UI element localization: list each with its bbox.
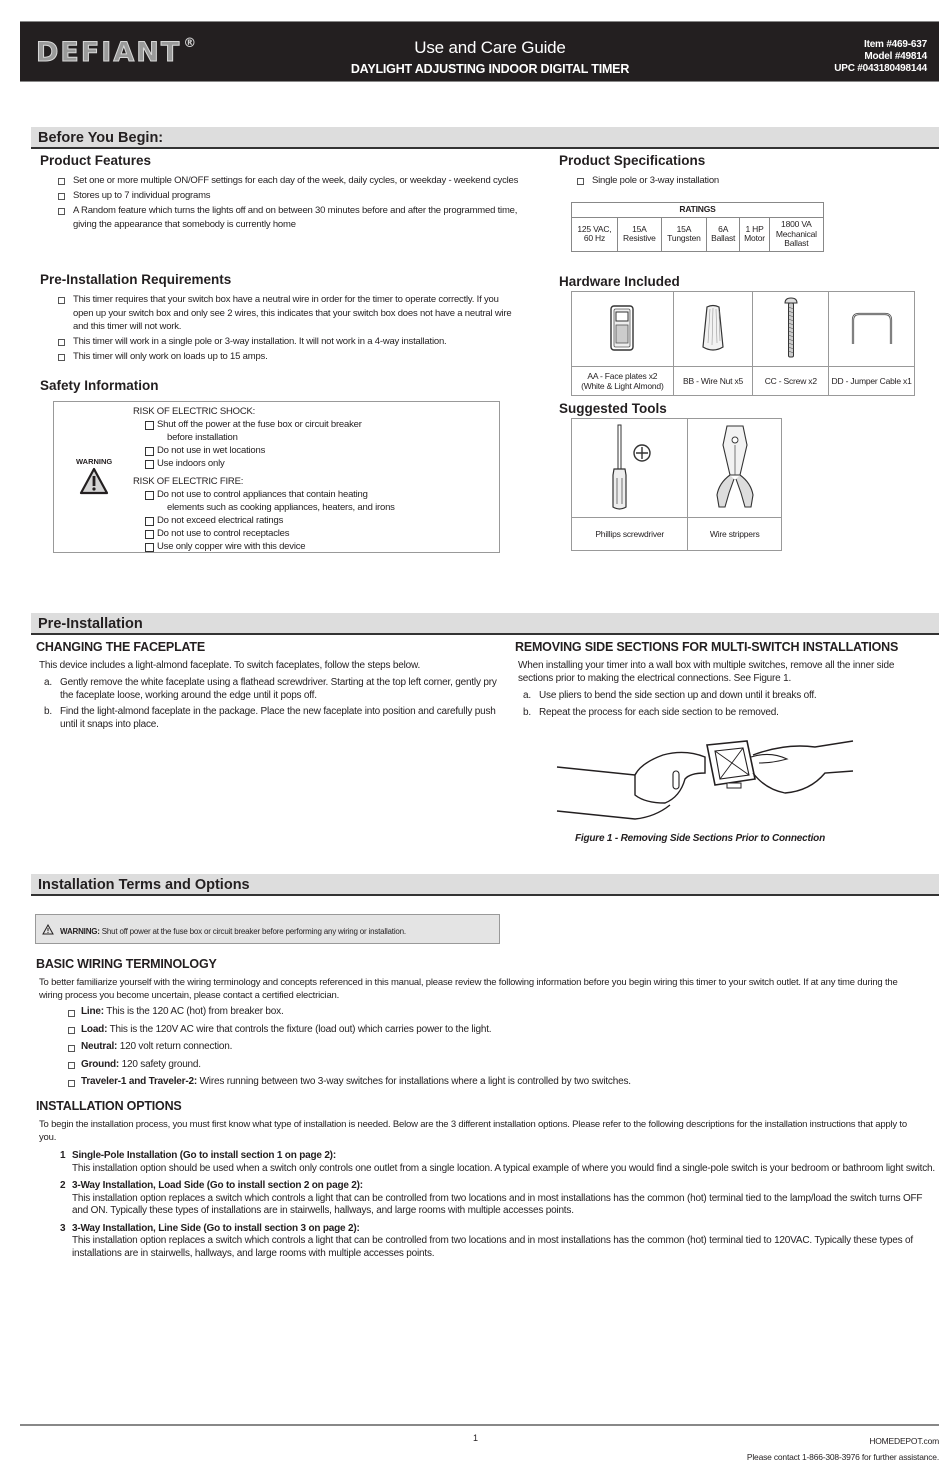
list-item: Single pole or 3-way installation — [574, 174, 874, 188]
installation-options-list — [58, 1150, 938, 1265]
tools-table — [571, 418, 782, 551]
hardware-image-cell — [753, 292, 829, 367]
option-item: 1 Single-Pole Installation (Go to install section 1 on page 2): This installation option should be used when a switch only controls one outlet from a single location. A typical example of where you would find a single-pole switch is your bedroom or bathroom light switch. — [60, 1150, 935, 1174]
suggested-tools-heading: Suggested Tools — [559, 401, 667, 416]
term-item: Line: This is the 120 AC (hot) from breaker box. — [67, 1006, 631, 1018]
figure-caption: Figure 1 - Removing Side Sections Prior to Connection — [575, 833, 825, 844]
rating-cell: 6A Ballast — [706, 218, 739, 252]
faceplate-icon — [609, 304, 635, 352]
hardware-included-heading: Hardware Included — [559, 274, 680, 289]
list-item: Set one or more multiple ON/OFF settings for each day of the week, daily cycles, or weekday - weekend cycles — [55, 174, 520, 188]
pre-install-requirements-heading: Pre-Installation Requirements — [40, 272, 232, 287]
terminology-intro: To better familiarize yourself with the wiring terminology and concepts referenced in this manual, please review the following information before you begin wiring this timer to your switch outlet. If at any time during the wiring process you become uncertain, please contact a certified electrician. — [39, 977, 898, 1001]
list-item: This timer will only work on loads up to 15 amps. — [55, 350, 515, 364]
step-item: b. Find the light-almond faceplate in the package. Place the new faceplate into position and carefully push until it snaps into place. — [44, 706, 496, 730]
hardware-image-cell — [829, 292, 915, 367]
basic-wiring-terminology-heading: BASIC WIRING TERMINOLOGY — [36, 957, 217, 971]
changing-faceplate-heading: CHANGING THE FACEPLATE — [36, 640, 205, 654]
tool-label: Wire strippers — [688, 518, 782, 551]
footer-contact — [747, 1433, 939, 1465]
list-item: A Random feature which turns the lights off and on between 30 minutes before and after the programmed time, giving the appearance that somebody is currently home — [55, 204, 520, 231]
step-item: a. Use pliers to bend the side section up and down until it breaks off. — [523, 690, 817, 701]
ratings-header: RATINGS — [572, 203, 824, 218]
rating-cell: 15A Resistive — [617, 218, 661, 252]
warning-label: WARNING — [76, 457, 113, 466]
faceplate-steps — [39, 677, 504, 735]
product-features-heading: Product Features — [40, 153, 152, 168]
term-item: Ground: 120 safety ground. — [67, 1059, 631, 1071]
safety-item: Do not exceed electrical ratings — [145, 514, 395, 527]
tool-image-cell — [572, 419, 688, 518]
options-intro: To begin the installation process, you must first know what type of installation is needed. Below are the 3 different installation options. Please refer to the following descriptions for the installation instructions that apply to you. — [39, 1119, 907, 1143]
document-title: Use and Care Guide — [414, 38, 566, 57]
removing-side-sections-figure — [555, 733, 855, 828]
rating-cell: 15A Tungsten — [661, 218, 706, 252]
option-item: 3 3-Way Installation, Line Side (Go to install section 3 on page 2): This installation option replaces a switch which controls a light that can be controlled from two locations and in most installations has the common (hot) terminal tied to 120VAC. Typically these types of installations are in stairwells, hallways, and large rooms with multiple accesses points. — [60, 1222, 913, 1259]
safety-item: Do not use to control receptacles — [145, 527, 395, 540]
model-number: Model #49814 — [864, 51, 927, 62]
fire-risk-heading: RISK OF ELECTRIC FIRE: — [133, 476, 244, 487]
rating-cell: 125 VAC, 60 Hz — [572, 218, 618, 252]
side-sections-steps — [518, 690, 928, 723]
safety-item-continuation: before installation — [167, 432, 238, 443]
faceplate-intro: This device includes a light-almond faceplate. To switch faceplates, follow the steps below. — [39, 660, 421, 671]
page-number: 1 — [473, 1433, 478, 1443]
footer-divider — [20, 1424, 939, 1426]
safety-item: Shut off the power at the fuse box or circuit breaker — [145, 418, 395, 431]
safety-item: Do not use to control appliances that contain heating — [145, 488, 395, 501]
tool-image-cell — [688, 419, 782, 518]
hardware-label: CC - Screw x2 — [753, 367, 829, 396]
safety-item: Use only copper wire with this device — [145, 540, 395, 553]
side-sections-intro: When installing your timer into a wall box with multiple switches, remove all the inner side sections prior to making the electrical connections. See Figure 1. — [518, 660, 895, 684]
step-item: a. Gently remove the white faceplate using a flathead screwdriver. Starting at the top left corner, gently pry the faceplate loose, working around the edge until it pops off. — [44, 677, 497, 701]
section-bar-installation-terms: Installation Terms and Options — [31, 874, 939, 896]
item-number: Item #469-637 — [863, 39, 927, 50]
retailer-site: HOMEDEPOT.com — [869, 1436, 939, 1446]
brand-logo: DEFIANT ® — [36, 36, 199, 68]
option-item: 2 3-Way Installation, Load Side (Go to install section 2 on page 2): This installation option replaces a switch which controls a light that can be controlled from two locations and in most installations has the common (hot) terminal tied to the lamp/load the switch turns OFF and ON. Typically these types of installations are in stairwells, hallways, and large rooms with multiple accesses points. — [60, 1180, 923, 1216]
safety-item-continuation: elements such as cooking appliances, heaters, and irons — [167, 502, 395, 513]
list-item: Stores up to 7 individual programs — [55, 189, 520, 203]
list-item: This timer requires that your switch box have a neutral wire in order for the timer to operate correctly. If you open up your switch box and only see 2 wires, this indicates that your switch box does not have a neutral wire and this timer will not work. — [55, 293, 515, 334]
rating-cell: 1 HP Motor — [740, 218, 769, 252]
installation-warning-box — [35, 914, 500, 944]
document-header — [20, 21, 939, 82]
warning-triangle-icon — [79, 467, 109, 495]
term-item: Traveler-1 and Traveler-2: Wires running between two 3-way switches for installations where a light is controlled by two switches. — [67, 1076, 631, 1088]
safety-item: Use indoors only — [145, 457, 395, 470]
installation-options-heading: INSTALLATION OPTIONS — [36, 1099, 182, 1113]
term-item: Neutral: 120 volt return connection. — [67, 1041, 631, 1053]
hardware-label: AA - Face plates x2 (White & Light Almond) — [572, 367, 674, 396]
wire-nut-icon — [700, 303, 726, 353]
ratings-table — [571, 202, 824, 252]
jumper-cable-icon — [849, 310, 895, 346]
upc-number: UPC #043180498144 — [834, 63, 927, 74]
section-bar-before-you-begin: Before You Begin: — [31, 127, 939, 149]
safety-item: Do not use in wet locations — [145, 444, 395, 457]
tool-label: Phillips screwdriver — [572, 518, 688, 551]
support-contact: Please contact 1-866-308-3976 for further assistance. — [746, 1452, 939, 1462]
rating-cell: 1800 VA Mechanical Ballast — [769, 218, 823, 252]
pre-install-requirements-list — [55, 293, 515, 365]
product-specifications-heading: Product Specifications — [559, 153, 706, 168]
wire-strippers-icon — [713, 423, 757, 511]
step-item: b. Repeat the process for each side section to be removed. — [523, 706, 779, 718]
hardware-label: DD - Jumper Cable x1 — [829, 367, 915, 396]
warning-label: WARNING: — [60, 927, 100, 936]
screw-icon — [783, 297, 799, 359]
removing-side-sections-heading: REMOVING SIDE SECTIONS FOR MULTI-SWITCH INSTALLATIONS — [515, 640, 899, 654]
warning-triangle-icon — [42, 924, 54, 935]
section-bar-pre-installation: Pre-Installation — [31, 613, 939, 635]
warning-text: Shut off power at the fuse box or circuit breaker before performing any wiring or installation. — [101, 927, 406, 936]
hardware-label: BB - Wire Nut x5 — [673, 367, 753, 396]
hardware-image-cell — [572, 292, 674, 367]
product-features-list — [55, 174, 520, 233]
safety-information-heading: Safety Information — [40, 378, 159, 393]
hardware-table — [571, 291, 915, 396]
product-specifications-list — [574, 174, 874, 189]
product-identifiers — [834, 39, 927, 75]
shock-risk-heading: RISK OF ELECTRIC SHOCK: — [133, 406, 256, 417]
safety-warning-box — [53, 401, 500, 553]
term-item: Load: This is the 120V AC wire that controls the fixture (load out) which carries power to the light. — [67, 1024, 631, 1036]
phillips-screwdriver-icon — [605, 423, 655, 511]
list-item: This timer will work in a single pole or 3-way installation. It will not work in a 4-way installation. — [55, 335, 515, 349]
terminology-list — [67, 1006, 631, 1094]
hardware-image-cell — [673, 292, 753, 367]
product-name: DAYLIGHT ADJUSTING INDOOR DIGITAL TIMER — [350, 62, 630, 76]
